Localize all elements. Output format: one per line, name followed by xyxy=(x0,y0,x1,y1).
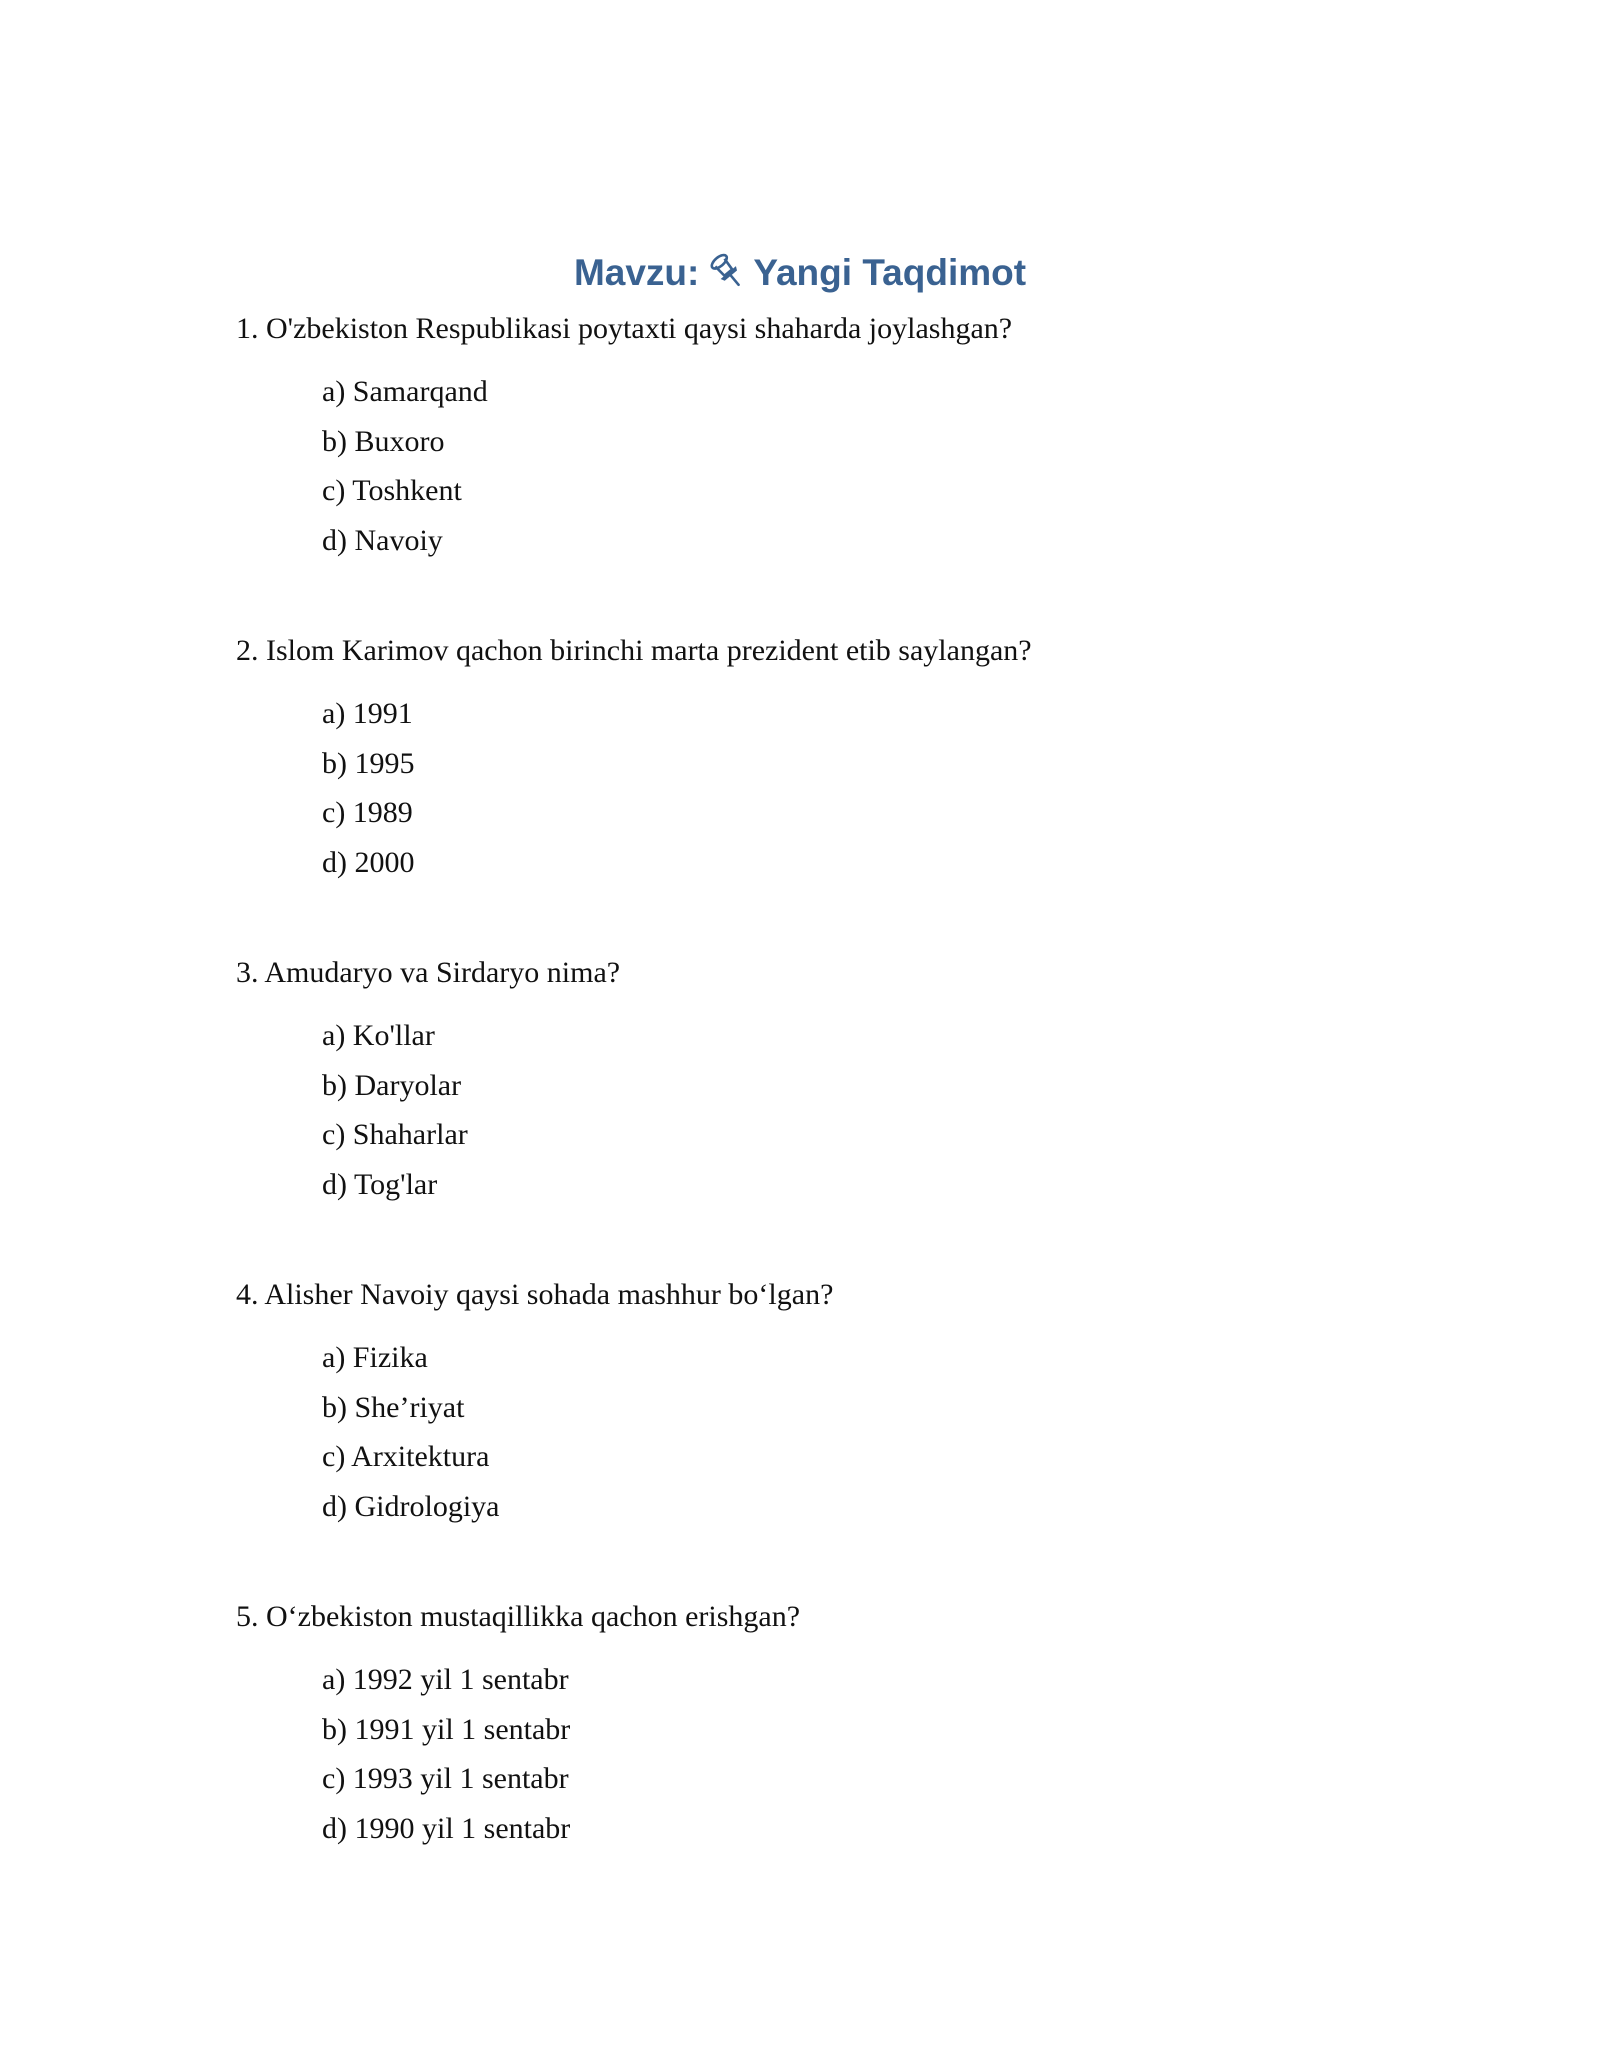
answer-options xyxy=(322,1333,1436,1531)
title-prefix: Mavzu: xyxy=(573,252,700,293)
option-a: a) 1991 xyxy=(322,697,413,730)
question-text: 3. Amudaryo va Sirdaryo nima? xyxy=(236,956,621,989)
question-text: 4. Alisher Navoiy qaysi sohada mashhur bo‘lgan? xyxy=(236,1278,834,1311)
question-text: 5. O‘zbekiston mustaqillikka qachon erishgan? xyxy=(236,1600,801,1633)
page-title xyxy=(0,248,1600,298)
question-text: 1. O'zbekiston Respublikasi poytaxti qaysi shaharda joylashgan? xyxy=(236,312,1013,345)
option-b: b) 1991 yil 1 sentabr xyxy=(322,1712,571,1746)
option-b: b) She’riyat xyxy=(322,1390,465,1424)
answer-options xyxy=(322,1011,1436,1209)
option-b: b) Buxoro xyxy=(322,424,445,458)
option-c: c) Arxitektura xyxy=(322,1440,490,1473)
pushpin-icon xyxy=(707,251,747,291)
question-2 xyxy=(236,631,1436,887)
answer-options xyxy=(322,1655,1436,1853)
question-1 xyxy=(236,309,1436,565)
option-d: d) 1990 yil 1 sentabr xyxy=(322,1811,571,1845)
option-b: b) 1995 xyxy=(322,746,415,780)
question-text: 2. Islom Karimov qachon birinchi marta prezident etib saylangan? xyxy=(236,634,1032,667)
option-a: a) 1992 yil 1 sentabr xyxy=(322,1663,569,1696)
option-a: a) Samarqand xyxy=(322,375,488,408)
option-d: d) Navoiy xyxy=(322,523,443,557)
option-c: c) Shaharlar xyxy=(322,1118,468,1151)
option-c: c) 1989 xyxy=(322,796,413,829)
title-text: Yangi Taqdimot xyxy=(753,252,1027,293)
question-3 xyxy=(236,953,1436,1209)
option-d: d) 2000 xyxy=(322,845,415,879)
option-d: d) Tog'lar xyxy=(322,1167,438,1201)
question-5 xyxy=(236,1597,1436,1853)
question-4 xyxy=(236,1275,1436,1531)
option-c: c) 1993 yil 1 sentabr xyxy=(322,1762,569,1795)
answer-options xyxy=(322,689,1436,887)
answer-options xyxy=(322,367,1436,565)
option-a: a) Fizika xyxy=(322,1341,428,1374)
option-a: a) Ko'llar xyxy=(322,1019,435,1052)
option-b: b) Daryolar xyxy=(322,1068,462,1102)
option-d: d) Gidrologiya xyxy=(322,1489,500,1523)
option-c: c) Toshkent xyxy=(322,474,462,507)
